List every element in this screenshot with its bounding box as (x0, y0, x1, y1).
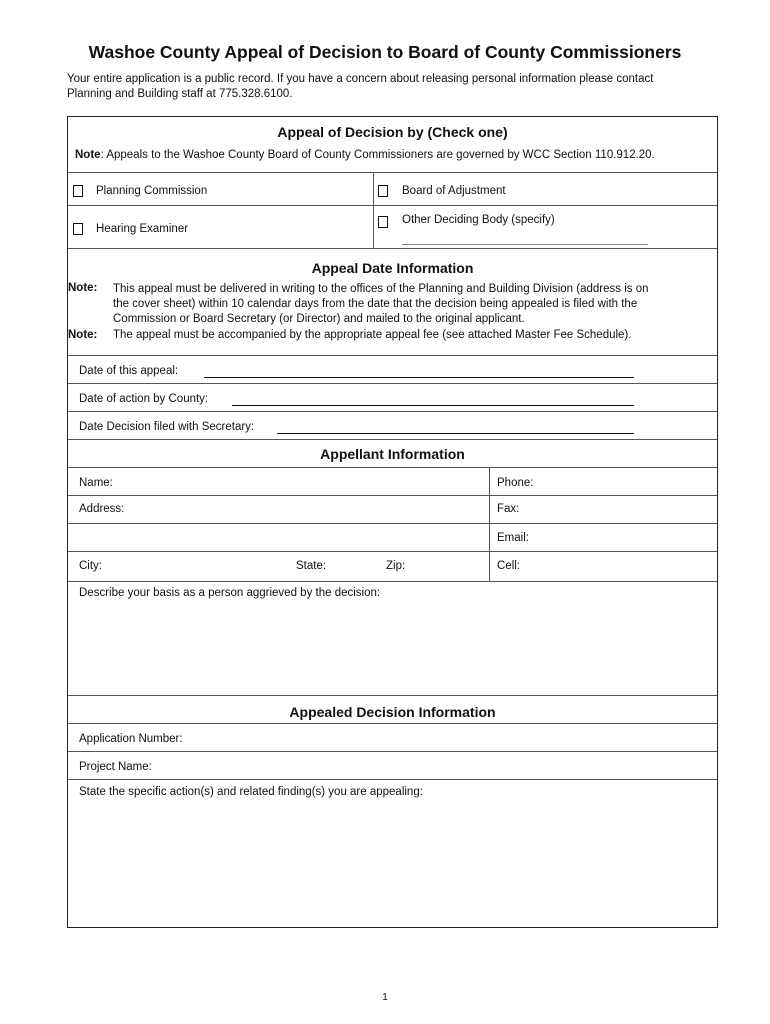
address-row (68, 496, 717, 524)
project-name-row (68, 752, 717, 780)
note1-line-3: Commission or Board Secretary (or Director) and mailed to the original applicant. (113, 313, 525, 325)
date-of-appeal-field[interactable] (204, 377, 634, 378)
cell-label[interactable]: Cell: (497, 560, 521, 572)
name-row (68, 468, 717, 496)
city-row (68, 552, 717, 582)
application-number-label[interactable]: Application Number: (79, 733, 183, 745)
appeal-date-note1 (113, 282, 713, 327)
page-title: Washoe County Appeal of Decision to Board of County Commissioners (88, 42, 682, 62)
date-of-appeal-row (68, 356, 717, 384)
date-of-action-field[interactable] (232, 405, 634, 406)
appeal-by-note (75, 149, 655, 161)
page-number: 1 (382, 992, 388, 1003)
address-row-2 (68, 524, 717, 552)
appeal-by-heading: Appeal of Decision by (Check one) (277, 124, 508, 140)
actions-box[interactable] (68, 780, 717, 926)
address-label[interactable]: Address: (79, 503, 125, 515)
planning-commission-label: Planning Commission (96, 185, 208, 197)
city-label[interactable]: City: (79, 560, 102, 572)
basis-box[interactable] (68, 582, 717, 696)
hearing-examiner-label: Hearing Examiner (96, 223, 189, 235)
intro-text (67, 72, 727, 102)
other-body-checkbox[interactable] (378, 216, 388, 228)
date-of-action-label: Date of action by County: (79, 393, 209, 405)
name-label[interactable]: Name: (79, 477, 113, 489)
other-body-label: Other Deciding Body (specify) (402, 214, 555, 226)
date-of-action-row (68, 384, 717, 412)
appellant-header (68, 440, 717, 468)
appeal-date-heading: Appeal Date Information (311, 260, 474, 276)
project-name-label[interactable]: Project Name: (79, 761, 152, 773)
note1-line-2: the cover sheet) within 10 calendar days from the date that the decision being appealed is filed with the (113, 298, 638, 310)
zip-label[interactable]: Zip: (386, 560, 406, 572)
fax-label[interactable]: Fax: (497, 503, 520, 515)
application-number-row (68, 724, 717, 752)
actions-label: State the specific action(s) and related finding(s) you are appealing: (79, 786, 423, 798)
date-of-appeal-label: Date of this appeal: (79, 365, 179, 377)
appealed-decision-header (68, 696, 717, 724)
appeal-date-section (68, 249, 717, 356)
state-label[interactable]: State: (296, 560, 327, 572)
appeal-form (67, 116, 718, 928)
date-filed-field[interactable] (277, 433, 634, 434)
email-label[interactable]: Email: (497, 532, 529, 544)
intro-line-1: Your entire application is a public record. If you have a concern about releasing personal information please contact (67, 73, 654, 85)
phone-label[interactable]: Phone: (497, 477, 534, 489)
intro-line-2: Planning and Building staff at 775.328.6100. (67, 88, 293, 100)
date-filed-row (68, 412, 717, 440)
board-of-adjustment-checkbox[interactable] (378, 185, 388, 197)
note1-line-1: This appeal must be delivered in writing to the offices of the Planning and Building Division (address is on (113, 283, 649, 295)
appeal-by-header (68, 117, 717, 173)
other-body-specify-line[interactable] (402, 244, 648, 245)
appellant-heading: Appellant Information (320, 446, 465, 462)
appeal-by-note-text: : Appeals to the Washoe County Board of County Commissioners are governed by WCC Section 110.912.20. (100, 149, 655, 161)
appeal-date-note1-label: Note: (68, 282, 98, 294)
basis-label: Describe your basis as a person aggrieved by the decision: (79, 587, 381, 599)
date-filed-label: Date Decision filed with Secretary: (79, 421, 255, 433)
board-of-adjustment-label: Board of Adjustment (402, 185, 506, 197)
note-label: Note (75, 149, 101, 161)
appealed-decision-heading: Appealed Decision Information (289, 704, 496, 720)
appeal-date-note2-label: Note: (68, 329, 98, 341)
hearing-examiner-checkbox[interactable] (73, 223, 83, 235)
planning-commission-checkbox[interactable] (73, 185, 83, 197)
appeal-date-note2: The appeal must be accompanied by the appropriate appeal fee (see attached Master Fee Schedule). (113, 329, 632, 341)
